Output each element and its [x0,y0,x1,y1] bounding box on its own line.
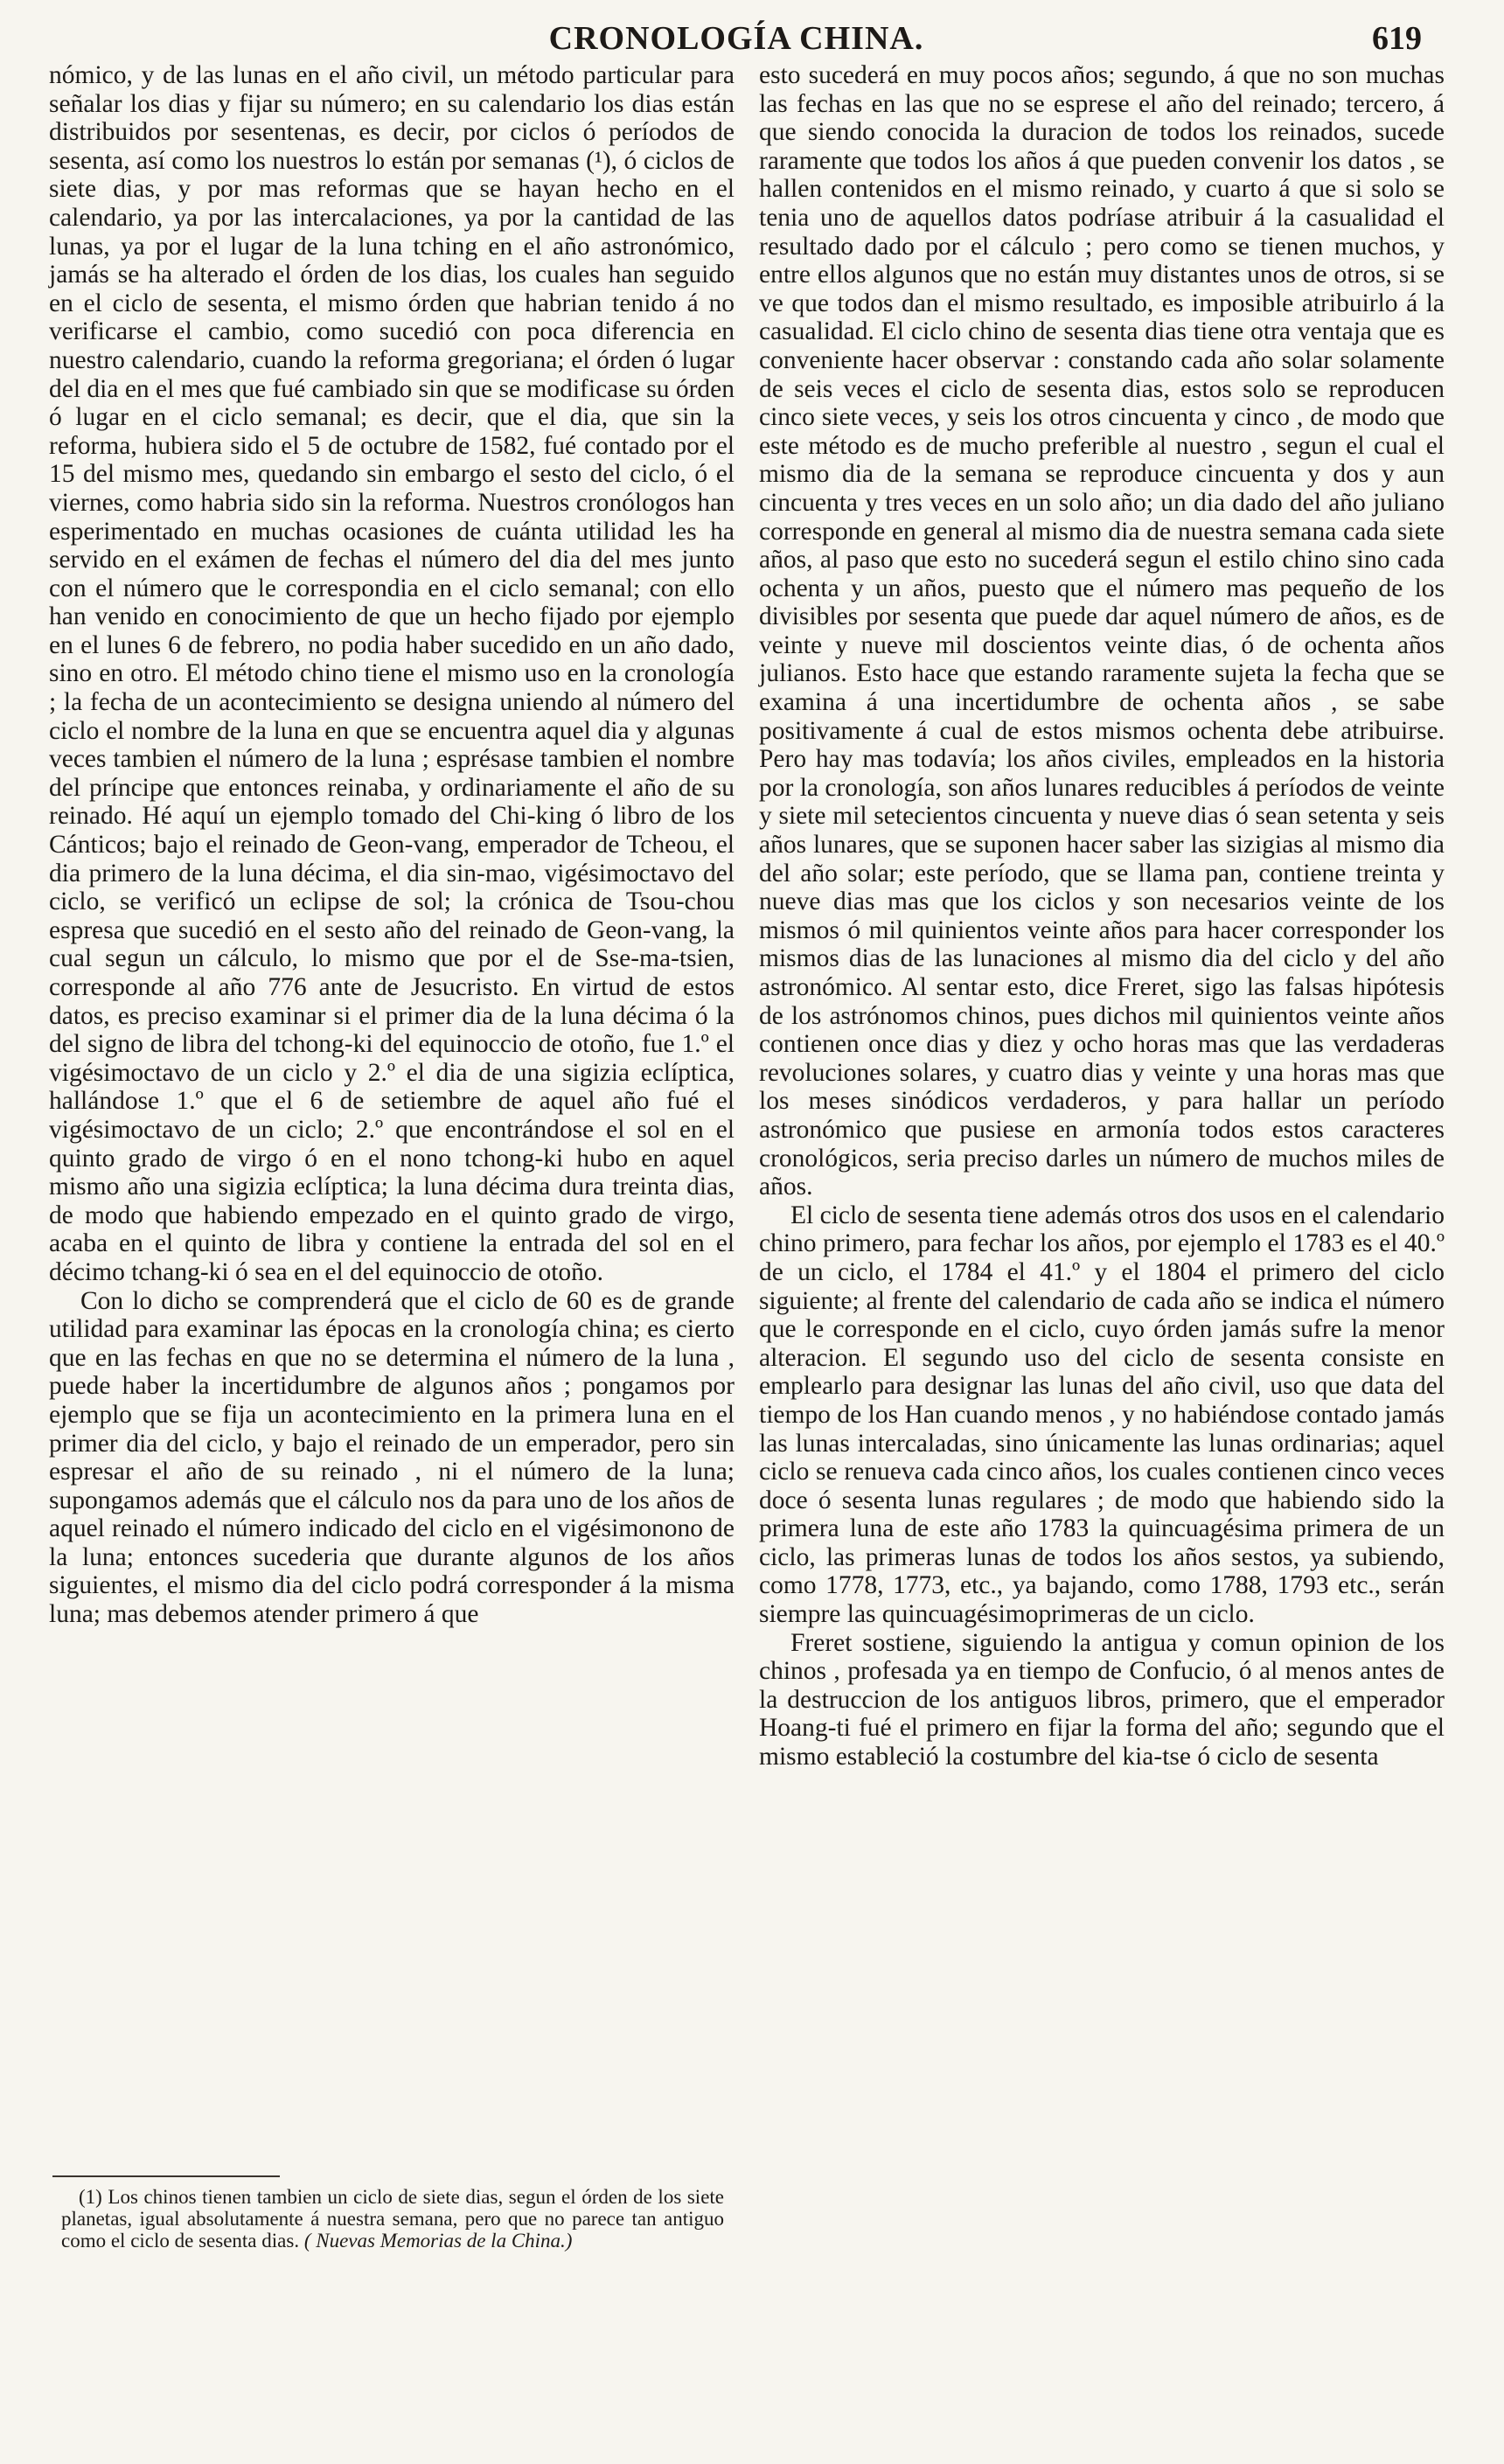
right-column [759,61,1445,1771]
right-paragraph-2: El ciclo de sesenta tiene además otros dos usos en el calendario chino primero, para fechar los años, por ejemplo el 1783 es el 40.º de un ciclo, el 1784 el 41.º y el 1804 el primero del ciclo siguiente; al frente del calendario de cada año se indica el número que le corresponde en el ciclo, cuyo órden jamás sufre la menor alteracion. El segundo uso del ciclo de sesenta consiste en emplearlo para designar las lunas del año civil, uso que data del tiempo de los Han cuando menos , y no habiéndose contado jamás las lunas intercaladas, sino únicamente las lunas ordinarias; aquel ciclo se renueva cada cinco años, los cuales contienen cinco veces doce ó sesenta lunas regulares ; de modo que habiendo sido la primera luna de este año 1783 la quincuagésima primera de un ciclo, las primeras lunas de todos los años sestos, ya subiendo, como 1778, 1773, etc., ya bajando, como 1788, 1793 etc., serán siempre las quincuagésimoprimeras de un ciclo. [759,1201,1445,1629]
left-paragraph-2: Con lo dicho se comprenderá que el ciclo de 60 es de grande utilidad para examinar las épocas en la cronología china; es cierto que en las fechas en que no se determina el número de la luna , puede haber la incertidumbre de algunos años ; pongamos por ejemplo que se fija un acontecimiento en la primera luna en el primer dia del ciclo, y bajo el reinado de un emperador, pero sin espresar el año de su reinado , ni el número de la luna; supongamos además que el cálculo nos da para uno de los años de aquel reinado el número indicado del ciclo en el vigésimonono de la luna; entonces sucederia que durante algunos de los años siguientes, el mismo dia del ciclo podrá corresponder á la misma luna; mas debemos atender primero á que [49,1286,735,1629]
running-title: CRONOLOGÍA CHINA. [548,20,924,57]
footnote [61,2186,724,2252]
left-column [49,61,735,1629]
footnote-body: (1) Los chinos tienen tambien un ciclo de siete dias, segun el órden de los siete planetas, igual absolutamente á nuestra semana, pero que no parece tan antiguo como el ciclo de sesenta dias. [61,2186,724,2252]
page-number: 619 [1372,20,1422,57]
left-paragraph-1: nómico, y de las lunas en el año civil, un método particular para señalar los dias y fijar su número; en su calendario los dias están distribuidos por sesentenas, es decir, por ciclos ó períodos de sesenta, así como los nuestros lo están por semanas (¹), ó ciclos de siete dias, y por mas reformas que se hayan hecho en el calendario, ya por las intercalaciones, ya por la cantidad de las lunas, ya por el lugar de la luna tching en el año astronómico, jamás se ha alterado el órden de los dias, los cuales han seguido en el ciclo de sesenta, el mismo órden que habrian tenido á no verificarse el cambio, como sucedió con poca diferencia en nuestro calendario, cuando la reforma gregoriana; el órden ó lugar del dia en el mes que fué cambiado sin que se modificase su órden ó lugar en el ciclo semanal; es decir, que el dia, que sin la reforma, hubiera sido el 5 de octubre de 1582, fué contado por el 15 del mismo mes, quedando sin embargo el sesto del ciclo, ó el viernes, como habria sido sin la reforma. Nuestros cronólogos han esperimentado en muchas ocasiones de cuánta utilidad les ha servido en el exámen de fechas el número del dia del mes junto con el número que le correspondia en el ciclo semanal; con ello han venido en conocimiento de que un hecho fijado por ejemplo en el lunes 6 de febrero, no podia haber sucedido en un año dado, sino en otro. El método chino tiene el mismo uso en la cronología ; la fecha de un acontecimiento se designa uniendo al número del ciclo el nombre de la luna en que se encuentra aquel dia y algunas veces tambien el número de la luna ; esprésase tambien el nombre del príncipe que entonces reinaba, y ordinariamente el año de su reinado. Hé aquí un ejemplo tomado del Chi-king ó libro de los Cánticos; bajo el reinado de Geon-vang, emperador de Tcheou, el dia primero de la luna décima, el dia sin-mao, vigésimoctavo del ciclo, se verificó un eclipse de sol; la crónica de Tsou-chou espresa que sucedió en el sesto año del reinado de Geon-vang, la cual segun un cálculo, lo mismo que por el de Sse-ma-tsien, corresponde al año 776 ante de Jesucristo. En virtud de estos datos, es preciso examinar si el primer dia de la luna décima ó la del signo de libra del tchong-ki del equinoccio de otoño, fue 1.º el vigésimoctavo de un ciclo y 2.º el dia de una sigizia eclíptica, hallándose 1.º que el 6 de setiembre de aquel año fué el vigésimoctavo de un ciclo; 2.º que encontrándose el sol en el quinto grado de virgo ó en el nono tchong-ki hubo en aquel mismo año una sigizia eclíptica; la luna décima dura treinta dias, de modo que habiendo empezado en el quinto grado de virgo, acaba en el quinto de libra y contiene la entrada del sol en el décimo tchang-ki ó sea en el del equinoccio de otoño. [49,61,735,1286]
footnote-divider [52,2175,280,2177]
footnote-text [61,2186,724,2252]
running-header [51,19,1422,65]
right-paragraph-3: Freret sostiene, siguiendo la antigua y comun opinion de los chinos , profesada ya en tiempo de Confucio, ó al menos antes de la destruccion de los antiguos libros, primero, que el emperador Hoang-ti fué el primero en fijar la forma del año; segundo que el mismo estableció la costumbre del kia-tse ó ciclo de sesenta [759,1628,1445,1771]
right-paragraph-1: esto sucederá en muy pocos años; segundo, á que no son muchas las fechas en las que no se esprese el año del reinado; tercero, á que siendo conocida la duracion de todos los reinados, sucede raramente que todos los años á que pueden convenir los datos , se hallen contenidos en el mismo reinado, y cuarto á que si solo se tenia uno de aquellos datos podríase atribuir á la casualidad el resultado dado por el cálculo ; pero como se tienen muchos, y entre ellos algunos que no están muy distantes unos de otros, si se ve que todos dan el mismo resultado, es imposible atribuirlo á la casualidad. El ciclo chino de sesenta dias tiene otra ventaja que es conveniente hacer observar : constando cada año solar solamente de seis veces el ciclo de sesenta dias, estos solo se reproducen cinco siete veces, y seis los otros cincuenta y cinco , de modo que este método es de mucho preferible al nuestro , segun el cual el mismo dia de la semana se reproduce cincuenta y dos y aun cincuenta y tres veces en un solo año; un dia dado del año juliano corresponde en general al mismo dia de nuestra semana cada siete años, al paso que esto no sucederá segun el estilo chino sino cada ochenta y un años, puesto que el número mas pequeño de los divisibles por sesenta que puede dar aquel número de años, es de veinte y nueve mil doscientos veinte dias, ó de ochenta años julianos. Esto hace que estando raramente sujeta la fecha que se examina á una incertidumbre de ochenta años , se sabe positivamente á cual de estos mismos ochenta debe atribuirse. Pero hay mas todavía; los años civiles, empleados en la historia por la cronología, son años lunares reducibles á períodos de veinte y siete mil setecientos cincuenta y nueve dias ó sean setenta y seis años lunares, que se suponen hacer saber las sizigias al mismo dia del año solar; este período, que se llama pan, contiene treinta y nueve dias mas que los ciclos y son necesarios veinte de los mismos ó mil quinientos veinte años para hacer corresponder los mismos dias de las lunaciones al mismo dia del ciclo y del año astronómico. Al sentar esto, dice Freret, sigo las falsas hipótesis de los astrónomos chinos, pues dichos mil quinientos veinte años contienen once dias y diez y ocho horas mas que las verdaderas revoluciones solares, y cuatro dias y veinte y una horas mas que los meses sinódicos verdaderos, y para hallar un período astronómico que pusiese en armonía todos estos caracteres cronológicos, seria preciso darles un número de muchos miles de años. [759,61,1445,1201]
footnote-source: ( Nuevas Memorias de la China.) [303,2230,573,2252]
